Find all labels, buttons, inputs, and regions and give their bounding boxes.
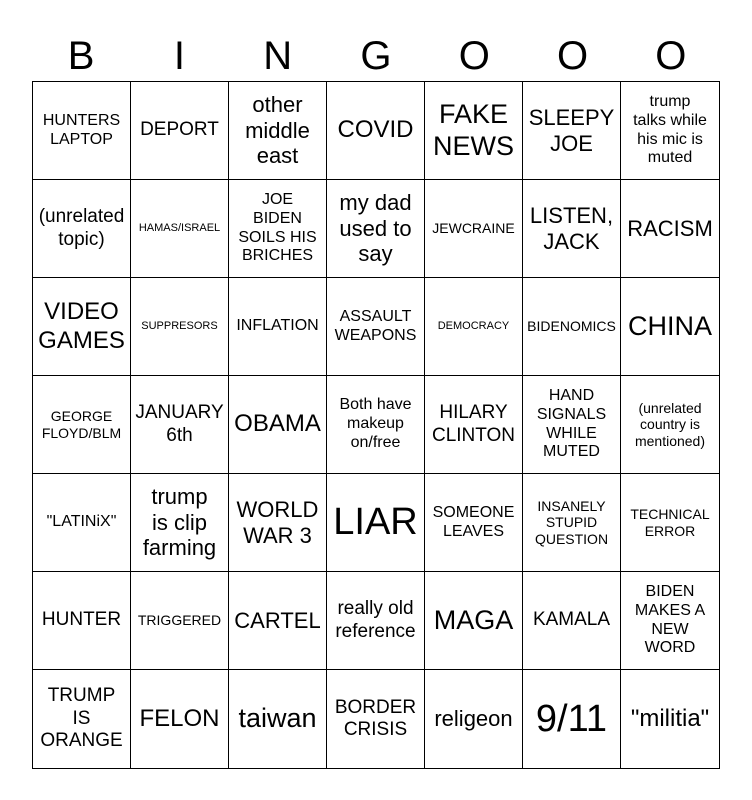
bingo-cell[interactable]: 9/11 [523,670,621,768]
bingo-cell[interactable]: DEMOCRACY [425,278,523,376]
bingo-cell[interactable]: LISTEN, JACK [523,180,621,278]
bingo-cell[interactable]: other middle east [229,82,327,180]
bingo-cell[interactable]: "LATINiX" [33,474,131,572]
bingo-cell[interactable]: RACISM [621,180,719,278]
bingo-cell[interactable]: (unrelated topic) [33,180,131,278]
bingo-cell[interactable]: really old reference [327,572,425,670]
bingo-cell[interactable]: SUPPRESORS [131,278,229,376]
bingo-cell[interactable]: my dad used to say [327,180,425,278]
bingo-cell[interactable]: TRUMP IS ORANGE [33,670,131,768]
bingo-cell[interactable]: JOE BIDEN SOILS HIS BRICHES [229,180,327,278]
bingo-cell[interactable]: WORLD WAR 3 [229,474,327,572]
bingo-cell[interactable]: HUNTER [33,572,131,670]
bingo-cell[interactable]: DEPORT [131,82,229,180]
bingo-cell[interactable]: GEORGE FLOYD/BLM [33,376,131,474]
bingo-cell[interactable]: SLEEPY JOE [523,82,621,180]
bingo-cell[interactable]: FAKE NEWS [425,82,523,180]
bingo-cell[interactable]: COVID [327,82,425,180]
bingo-cell[interactable]: religeon [425,670,523,768]
bingo-header [32,30,720,82]
bingo-cell[interactable]: HILARY CLINTON [425,376,523,474]
bingo-cell[interactable]: TRIGGERED [131,572,229,670]
bingo-cell[interactable]: Both have makeup on/free [327,376,425,474]
header-letter: O [557,34,589,78]
header-letter: I [173,34,185,78]
bingo-cell[interactable]: LIAR [327,474,425,572]
bingo-grid [32,81,720,769]
bingo-cell[interactable]: JEWCRAINE [425,180,523,278]
bingo-cell[interactable]: (unrelated country is mentioned) [621,376,719,474]
bingo-cell[interactable]: taiwan [229,670,327,768]
bingo-cell[interactable]: BIDEN MAKES A NEW WORD [621,572,719,670]
bingo-cell[interactable]: VIDEO GAMES [33,278,131,376]
bingo-cell[interactable]: trump is clip farming [131,474,229,572]
bingo-cell[interactable]: FELON [131,670,229,768]
bingo-cell[interactable]: HUNTERS LAPTOP [33,82,131,180]
bingo-cell[interactable]: ASSAULT WEAPONS [327,278,425,376]
header-letter: N [263,34,293,78]
bingo-cell[interactable]: HAMAS/ISRAEL [131,180,229,278]
bingo-cell[interactable]: TECHNICAL ERROR [621,474,719,572]
header-letter: G [360,34,392,78]
bingo-cell[interactable]: CHINA [621,278,719,376]
bingo-cell[interactable]: SOMEONE LEAVES [425,474,523,572]
bingo-cell[interactable]: BORDER CRISIS [327,670,425,768]
bingo-cell[interactable]: CARTEL [229,572,327,670]
bingo-cell[interactable]: MAGA [425,572,523,670]
bingo-cell[interactable]: INSANELY STUPID QUESTION [523,474,621,572]
header-letter: O [458,34,490,78]
bingo-cell[interactable]: "militia" [630,704,710,732]
header-letter: O [655,34,687,78]
header-letter: B [67,34,95,78]
bingo-cell[interactable]: trump talks while his mic is muted [621,82,719,180]
bingo-cell[interactable]: HAND SIGNALS WHILE MUTED [523,376,621,474]
bingo-cell[interactable]: INFLATION [229,278,327,376]
bingo-cell[interactable]: BIDENOMICS [523,278,621,376]
bingo-cell[interactable]: OBAMA [229,376,327,474]
bingo-cell[interactable]: KAMALA [523,572,621,670]
bingo-cell[interactable]: JANUARY 6th [131,376,229,474]
